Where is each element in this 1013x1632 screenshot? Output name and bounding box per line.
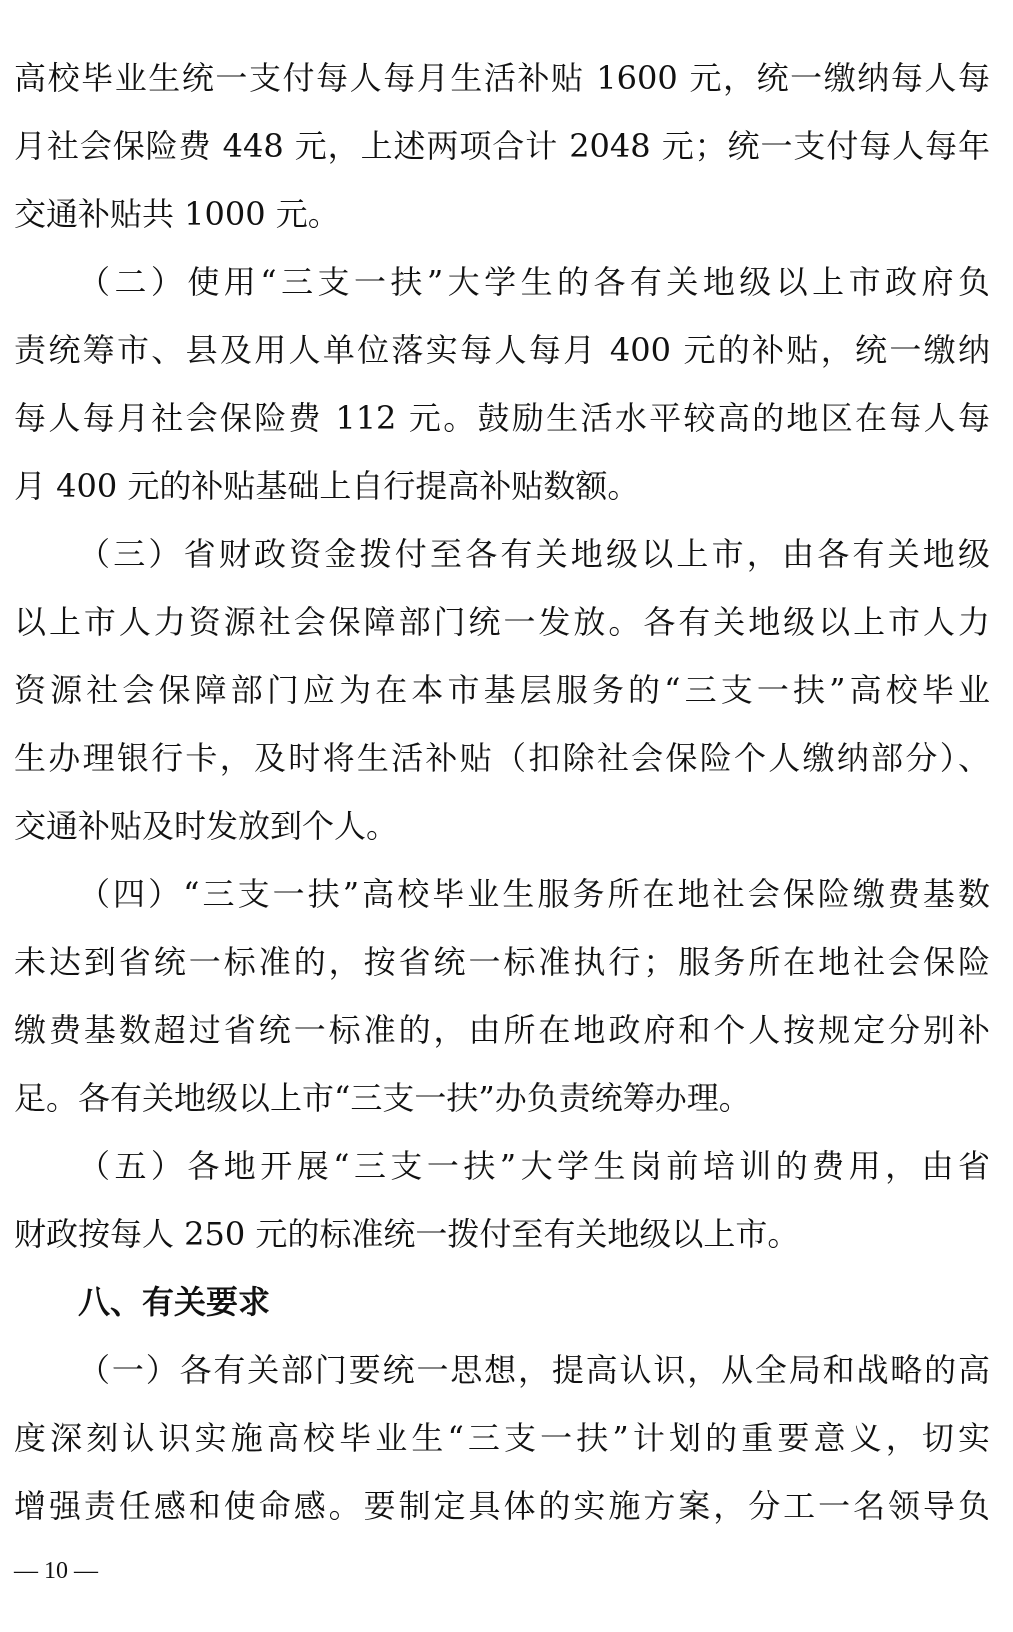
paragraph-line: 资源社会保障部门应为在本市基层服务的“三支一扶”高校毕业: [14, 671, 990, 709]
paragraph-item-2: [14, 248, 990, 520]
paragraph-line: （四）“三支一扶”高校毕业生服务所在地社会保险缴费基数: [78, 875, 990, 913]
paragraph-line: （三）省财政资金拨付至各有关地级以上市，由各有关地级: [78, 535, 990, 573]
paragraph-line: 责统筹市、县及用人单位落实每人每月 400 元的补贴，统一缴纳: [14, 331, 990, 369]
paragraph-item-5: [14, 1132, 990, 1268]
page-number: — 10 —: [14, 1558, 98, 1584]
paragraph-line: 缴费基数超过省统一标准的，由所在地政府和个人按规定分别补: [14, 1011, 990, 1049]
paragraph-line: 月社会保险费 448 元，上述两项合计 2048 元；统一支付每人每年: [14, 127, 990, 165]
paragraph-line: 生办理银行卡，及时将生活补贴（扣除社会保险个人缴纳部分）、: [14, 739, 990, 777]
paragraph-line: 交通补贴及时发放到个人。: [14, 807, 399, 845]
section-heading: 八、有关要求: [78, 1283, 271, 1321]
paragraph-line: 以上市人力资源社会保障部门统一发放。各有关地级以上市人力: [14, 603, 990, 641]
paragraph-line: 每人每月社会保险费 112 元。鼓励生活水平较高的地区在每人每: [14, 399, 990, 437]
paragraph-line: （一）各有关部门要统一思想，提高认识，从全局和战略的高: [78, 1351, 990, 1389]
paragraph-subsidy-standard: [14, 44, 990, 248]
paragraph-line: 增强责任感和使命感。要制定具体的实施方案，分工一名领导负: [14, 1487, 990, 1525]
paragraph-item-4: [14, 860, 990, 1132]
paragraph-line: 高校毕业生统一支付每人每月生活补贴 1600 元，统一缴纳每人每: [14, 59, 990, 97]
paragraph-line: 度深刻认识实施高校毕业生“三支一扶”计划的重要意义，切实: [14, 1419, 990, 1457]
paragraph-line: 月 400 元的补贴基础上自行提高补贴数额。: [14, 467, 640, 505]
paragraph-line: 交通补贴共 1000 元。: [14, 195, 340, 233]
paragraph-line: 足。各有关地级以上市“三支一扶”办负责统筹办理。: [14, 1079, 751, 1117]
paragraph-line: 财政按每人 250 元的标准统一拨付至有关地级以上市。: [14, 1215, 800, 1253]
paragraph-requirements-1: [14, 1336, 990, 1540]
paragraph-line: （二）使用“三支一扶”大学生的各有关地级以上市政府负: [78, 263, 990, 301]
paragraph-line: （五）各地开展“三支一扶”大学生岗前培训的费用，由省: [78, 1147, 990, 1185]
paragraph-line: 未达到省统一标准的，按省统一标准执行；服务所在地社会保险: [14, 943, 990, 981]
document-body: [14, 44, 990, 1540]
paragraph-item-3: [14, 520, 990, 860]
